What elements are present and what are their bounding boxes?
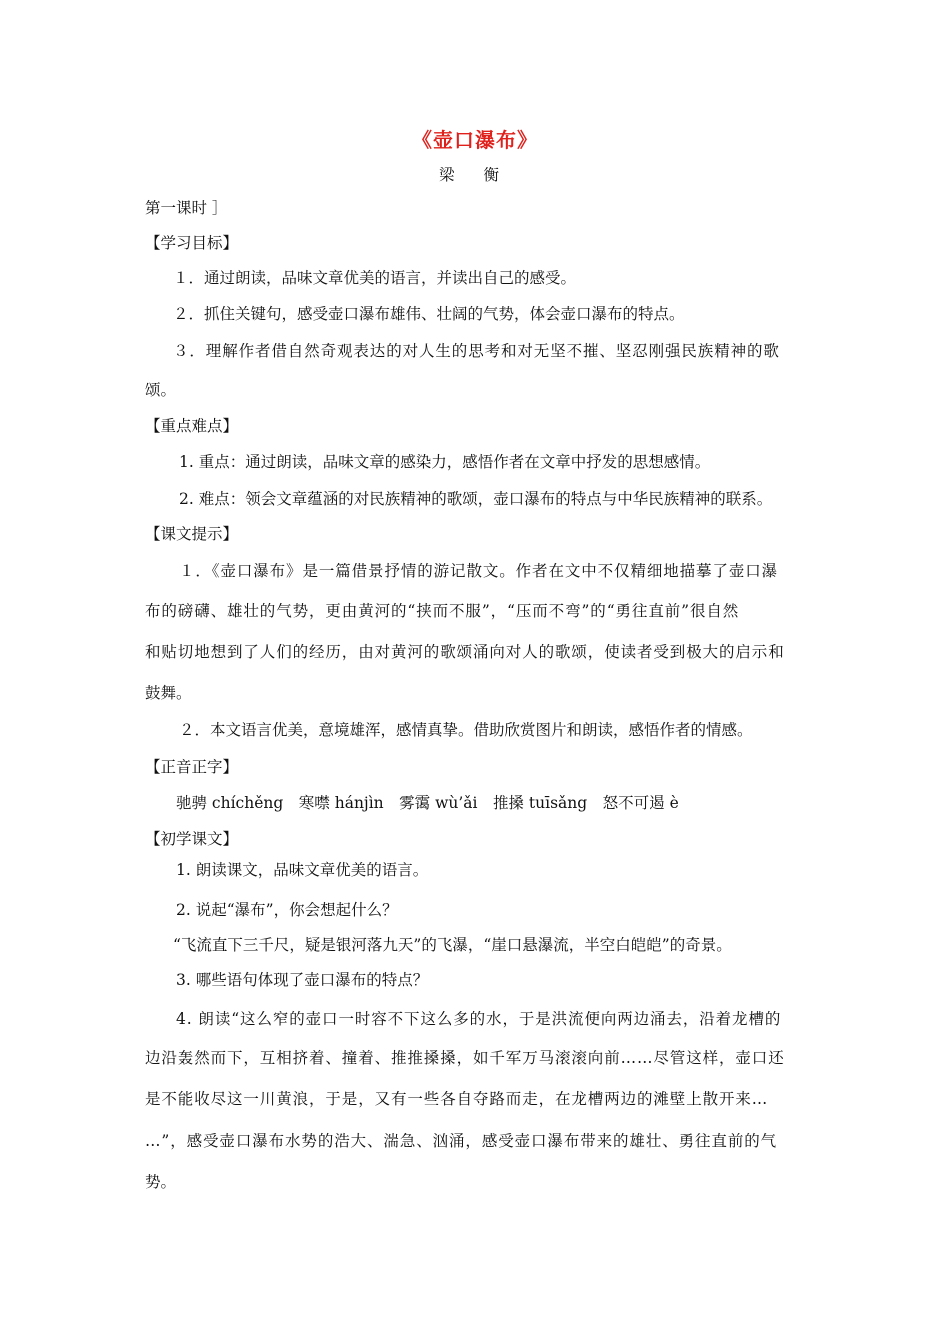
hint-line: 鼓舞。	[145, 684, 192, 702]
lesson-label: 第一课时 ］	[145, 199, 228, 217]
reading-line: 4. 朗读“这么窄的壶口一时容不下这么多的水，于是洪流便向两边涌去，沿着龙槽的	[176, 1010, 782, 1028]
section-heading-pronunciation: 【正音正字】	[145, 758, 239, 776]
hint-line: ２．本文语言优美，意境雄浑，感情真挚。借助欣赏图片和朗读，感悟作者的情感。	[179, 721, 753, 739]
section-heading-key-points: 【重点难点】	[145, 417, 239, 435]
key-point-item: 1. 重点：通过朗读，品味文章的感染力，感悟作者在文章中抒发的思想感情。	[179, 453, 711, 471]
reading-line: …”，感受壶口瀑布水势的浩大、湍急、汹涌，感受壶口瀑布带来的雄壮、勇往直前的气	[145, 1132, 778, 1150]
document-author: 梁 衡	[439, 166, 511, 184]
goal-item: ３．理解作者借自然奇观表达的对人生的思考和对无坚不摧、坚忍刚强民族精神的歌	[173, 342, 780, 360]
goal-item-continuation: 颂。	[145, 381, 177, 399]
goal-item: １．通过朗读，品味文章优美的语言，并读出自己的感受。	[173, 269, 577, 287]
reading-line: 2. 说起“瀑布”，你会想起什么？	[176, 901, 398, 919]
reading-line: 边沿轰然而下，互相挤着、撞着、推推搡搡，如千军万马滚滚向前……尽管这样，壶口还	[145, 1049, 785, 1067]
pronunciation-line: 驰骋 chíchěng 寒噤 hánjìn 雾霭 wù’ǎi 推搡 tuīsǎng 怒不可遏 è	[176, 794, 679, 812]
reading-line: “飞流直下三千尺，疑是银河落九天”的飞瀑，“崖口悬瀑流，半空白皑皑”的奇景。	[173, 936, 732, 954]
reading-line: 1. 朗读课文，品味文章优美的语言。	[176, 861, 429, 879]
reading-line: 是不能收尽这一川黄浪，于是，又有一些各自夺路而走，在龙槽两边的滩壁上散开来…	[145, 1090, 769, 1108]
hint-line: 和贴切地想到了人们的经历，由对黄河的歌颂涌向对人的歌颂，使读者受到极大的启示和	[145, 643, 785, 661]
reading-line: 3. 哪些语句体现了壶口瀑布的特点？	[176, 971, 429, 989]
section-heading-first-reading: 【初学课文】	[145, 830, 239, 848]
section-heading-hints: 【课文提示】	[145, 525, 239, 543]
hint-line: 布的磅礴、雄壮的气势，更由黄河的“挟而不服”，“压而不弯”的“勇往直前”很自然	[145, 602, 740, 620]
document-title: 《壶口瀑布》	[412, 128, 538, 152]
section-heading-goals: 【学习目标】	[145, 234, 239, 252]
goal-item: ２．抓住关键句，感受壶口瀑布雄伟、壮阔的气势，体会壶口瀑布的特点。	[173, 305, 685, 323]
reading-line: 势。	[145, 1173, 177, 1191]
key-point-item: 2. 难点：领会文章蕴涵的对民族精神的歌颂，壶口瀑布的特点与中华民族精神的联系。	[179, 490, 773, 508]
hint-line: １．《壶口瀑布》是一篇借景抒情的游记散文。作者在文中不仅精细地描摹了壶口瀑	[179, 562, 779, 580]
